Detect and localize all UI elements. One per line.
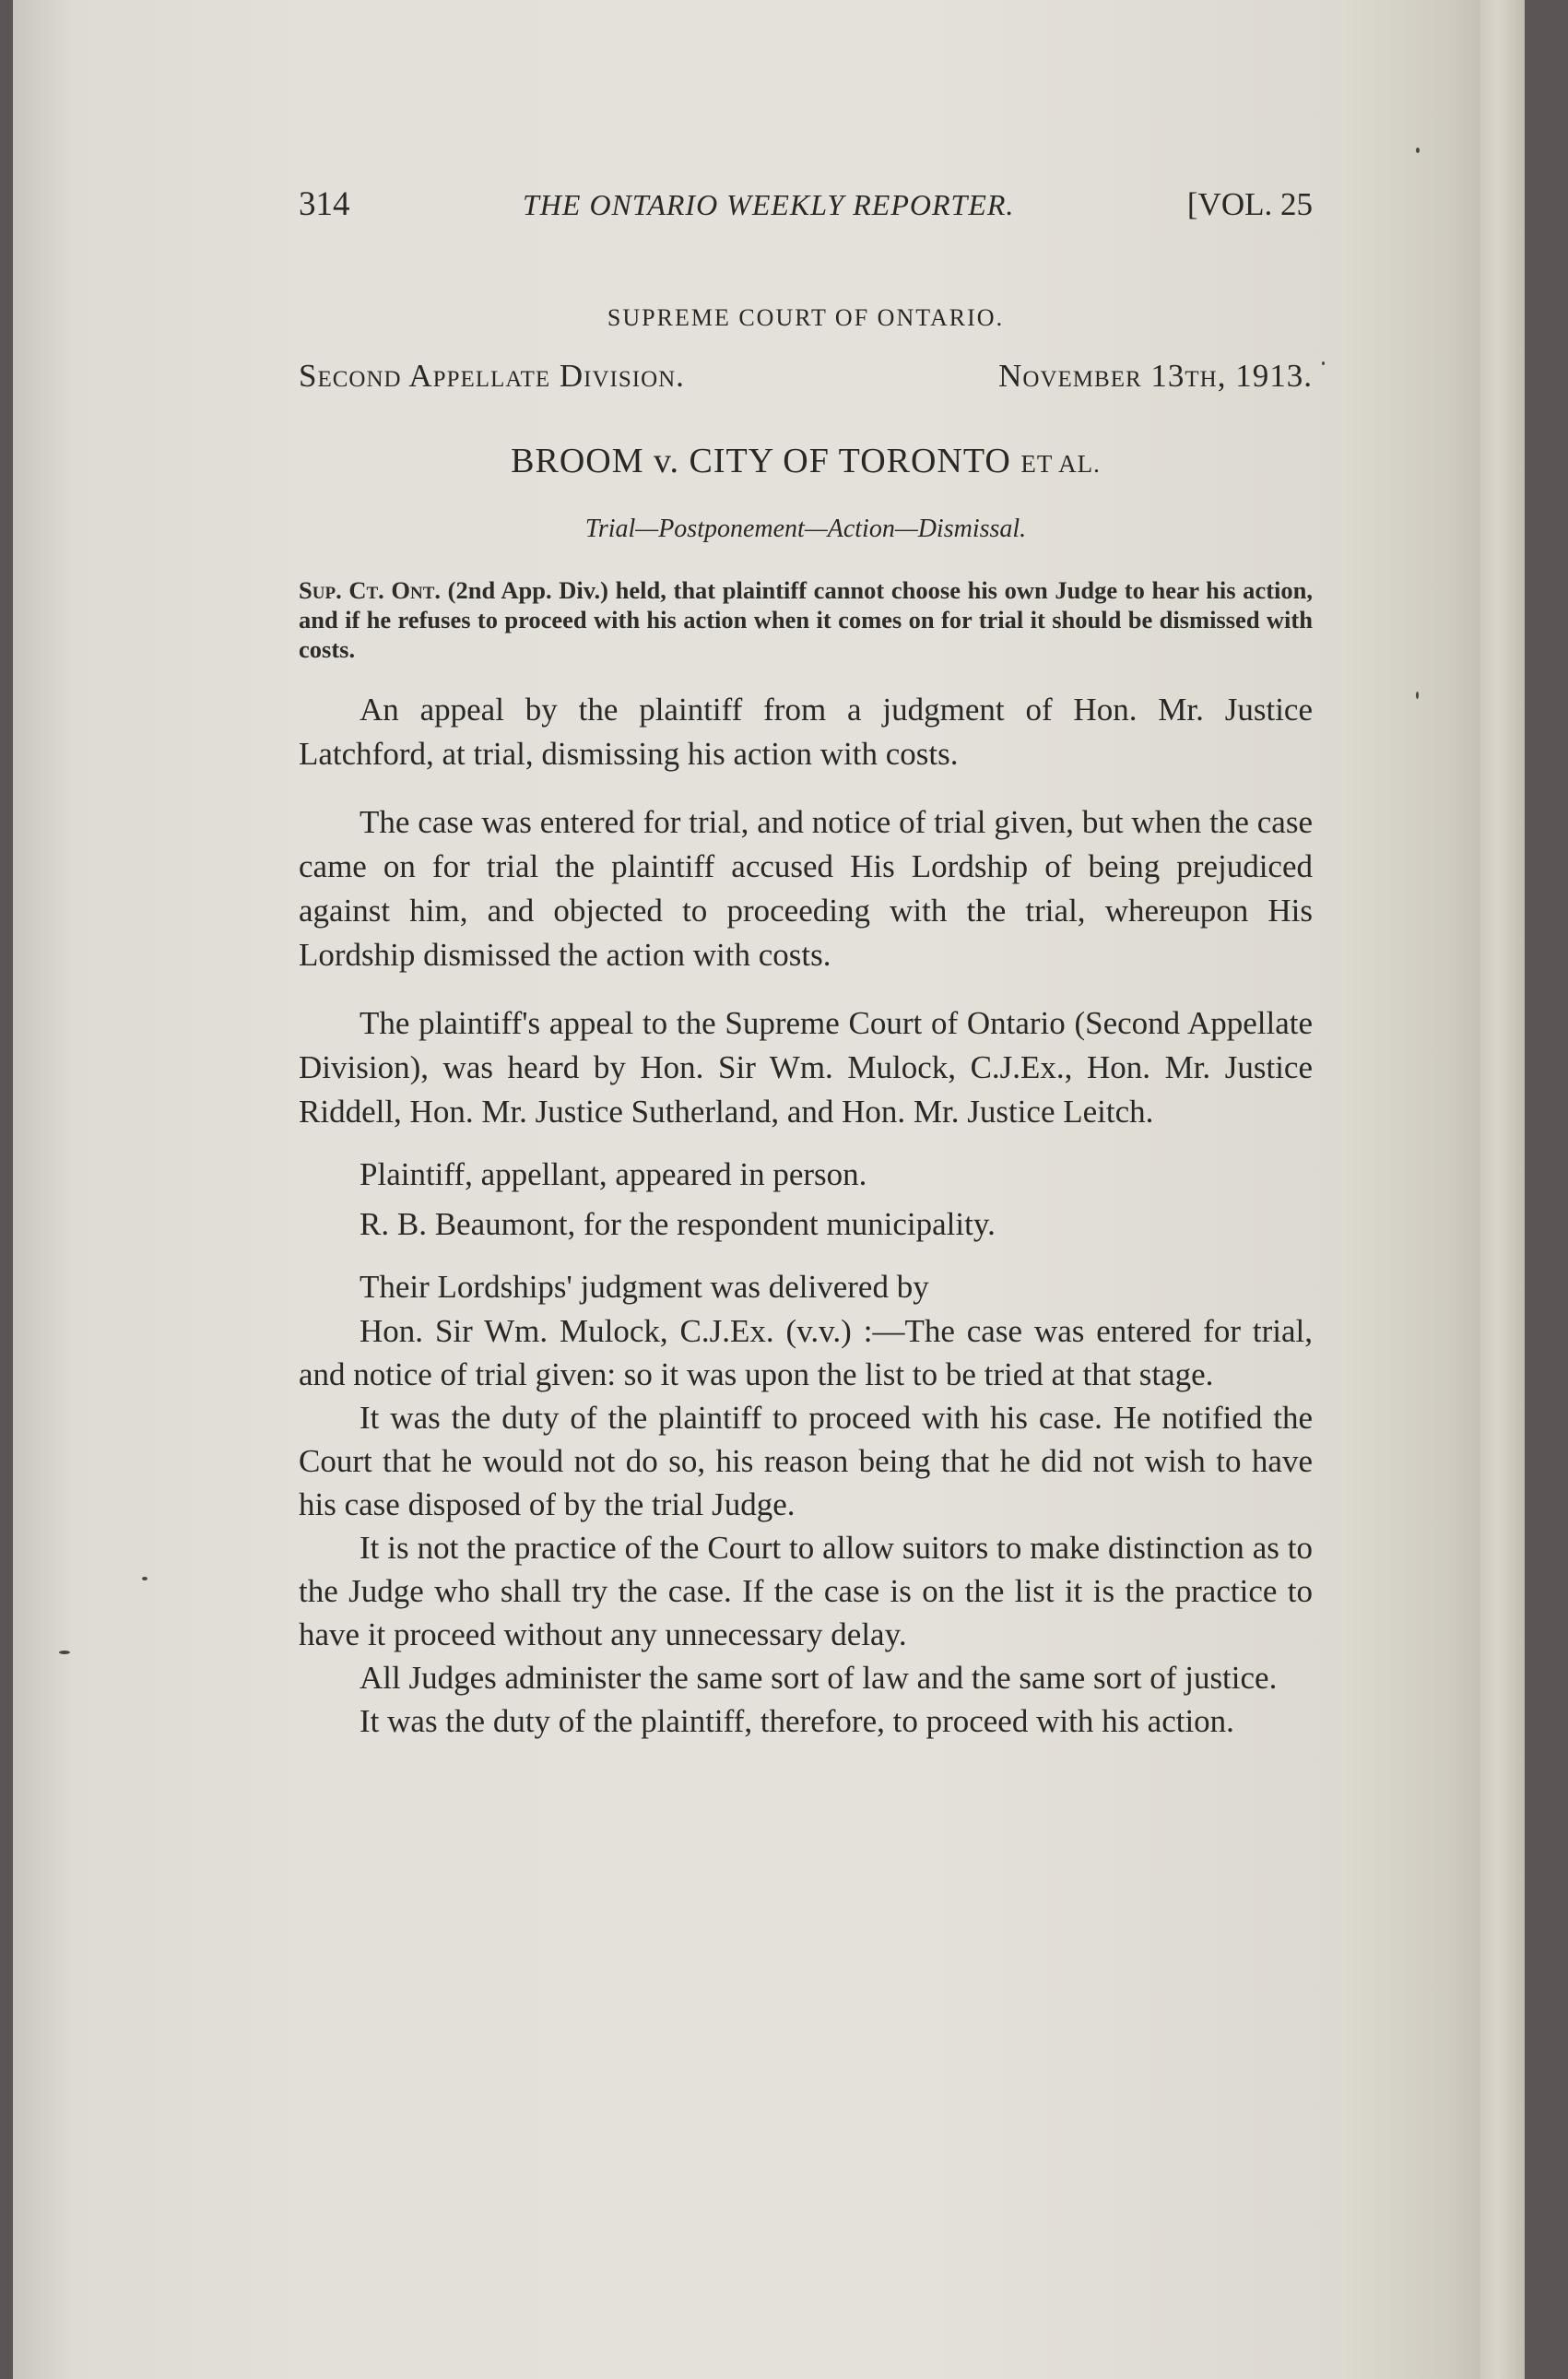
scan-speck — [1322, 361, 1325, 365]
running-head — [299, 184, 1313, 240]
headnote — [299, 575, 1313, 664]
paragraph-judgment-5: It was the duty of the plaintiff, therefore, to proceed with his action. — [360, 1703, 1234, 1739]
volume-label: [VOL. 25 — [1186, 186, 1313, 222]
page-edge — [1480, 0, 1525, 2379]
paragraph-appellant-counsel: Plaintiff, appellant, appeared in person. — [360, 1156, 867, 1192]
catchwords: Trial—Postponement—Action—Dismissal. — [584, 515, 1027, 543]
paragraph-appeal: An appeal by the plaintiff from a judgment of Hon. Mr. Justice Latchford, at trial, dismissing his action with costs. — [299, 692, 1313, 772]
page-content — [299, 184, 1313, 1743]
paragraph-judgment-intro: Their Lordships' judgment was delivered by — [360, 1269, 929, 1305]
case-title-main: BROOM v. CITY OF TORONTO — [511, 442, 1011, 480]
decision-date: November 13th, 1913. — [998, 358, 1313, 394]
paragraph-judgment-4: All Judges administer the same sort of law and the same sort of justice. — [360, 1660, 1278, 1696]
paragraph-judgment-2: It was the duty of the plaintiff to proceed with his case. He notified the Court that he would not do so, his reason being that he did not wish to have his case disposed of by the trial Judge. — [299, 1400, 1313, 1522]
paragraph-judgment-1: Hon. Sir Wm. Mulock, C.J.Ex. (v.v.) :—The case was entered for trial, and notice of trial given: so it was upon the list to be tried at that stage. — [299, 1313, 1313, 1392]
headnote-text: (2nd App. Div.) held, that plaintiff cannot choose his own Judge to hear his action, and if he refuses to proceed with his action when it comes on for trial it should be dismissed with costs. — [299, 576, 1313, 663]
paragraph-judgment-3: It is not the practice of the Court to allow suitors to make distinction as to the Judge who shall try the case. If the case is on the list it is the practice to have it proceed without any unnecessary delay. — [299, 1530, 1313, 1652]
court-name: SUPREME COURT OF ONTARIO. — [607, 304, 1005, 331]
scan-speck — [1416, 148, 1420, 153]
scan-speck — [1416, 692, 1419, 699]
paragraph-respondent-counsel: R. B. Beaumont, for the respondent municipality. — [360, 1206, 996, 1242]
paragraph-bench: The plaintiff's appeal to the Supreme Court of Ontario (Second Appellate Division), was heard by Hon. Sir Wm. Mulock, C.J.Ex., Hon. Mr. Justice Riddell, Hon. Mr. Justice Sutherland, and Hon. Mr. Justice Leitch. — [299, 1005, 1313, 1130]
reporter-title: THE ONTARIO WEEKLY REPORTER. — [522, 188, 1015, 221]
paragraph-facts: The case was entered for trial, and notice of trial given, but when the case came on for trial the plaintiff accused His Lordship of being prejudiced against him, and objected to proceeding with the trial, whereupon His Lordship dismissed the action with costs. — [299, 804, 1313, 973]
scan-speck — [142, 1577, 147, 1580]
division-name: Second Appellate Division. — [299, 358, 685, 394]
scanned-page — [13, 0, 1525, 2379]
division-line — [299, 358, 1313, 395]
headnote-court-ref: Sup. Ct. Ont. — [299, 576, 442, 604]
case-title-suffix: ET AL. — [1020, 450, 1101, 478]
scan-speck — [59, 1651, 70, 1654]
page-number: 314 — [299, 185, 350, 223]
case-title — [299, 441, 1313, 481]
